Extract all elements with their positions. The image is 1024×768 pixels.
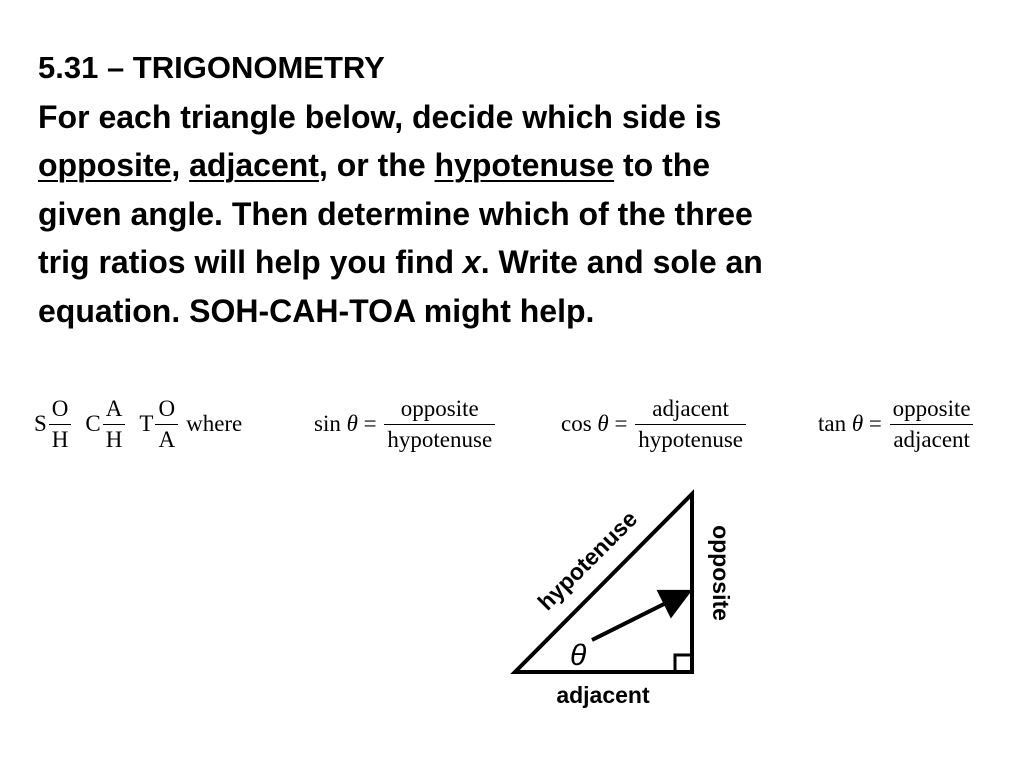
variable-x: x [462, 244, 481, 280]
adjacent-label: adjacent [556, 682, 650, 708]
tangent-fraction: $\frac{\text{opposite}}{\text{adjacent}}$ [890, 396, 974, 453]
right-triangle-diagram [500, 485, 760, 715]
hypotenuse-label: hypotenuse [532, 505, 643, 616]
instruction-line-5: equation. SOH-CAH-TOA might help. [38, 292, 595, 329]
term-hypotenuse: hypotenuse [434, 147, 615, 183]
fraction-o-h: $\frac{O}{H}$ [49, 396, 72, 453]
soh-cah-toa-mnemonic: S $\frac{O}{H}$ C $\frac{A}{H}$ T $\frac{O}{A}$ where [34, 395, 243, 452]
theta-label: θ [570, 639, 587, 672]
sine-formula: sin θ = $\frac{\text{opposite}}{\text{hypotenuse}}$ [314, 388, 497, 460]
triangle-outline [515, 494, 692, 672]
term-opposite: opposite [38, 147, 172, 183]
tangent-formula: tan θ = $\frac{\text{opposite}}{\text{adjacent}}$ [818, 388, 976, 460]
instruction-line-1: For each triangle below, decide which side is [38, 98, 722, 135]
instruction-line-2: opposite, adjacent, or the hypotenuse to the [38, 147, 711, 183]
fraction-o-a: $\frac{O}{A}$ [155, 396, 178, 453]
right-angle-marker [675, 655, 692, 672]
term-adjacent: adjacent [189, 147, 319, 183]
page-title: 5.31 – TRIGONOMETRY [38, 50, 385, 85]
formula-row [0, 388, 1024, 460]
angle-arrow [592, 597, 678, 640]
where-label: where [186, 411, 243, 436]
sine-fraction: $\frac{\text{opposite}}{\text{hypotenuse}}$ [384, 396, 495, 453]
fraction-a-h: $\frac{A}{H}$ [103, 396, 126, 453]
opposite-label: opposite [708, 525, 734, 621]
instruction-line-3: given angle. Then determine which of the three [38, 195, 753, 232]
cosine-formula: cos θ = $\frac{\text{adjacent}}{\text{hypotenuse}}$ [561, 388, 748, 460]
instructions [38, 44, 1008, 335]
cosine-fraction: $\frac{\text{adjacent}}{\text{hypotenuse}}$ [635, 396, 746, 453]
instruction-line-4: trig ratios will help you find x. Write and sole an [38, 244, 763, 280]
